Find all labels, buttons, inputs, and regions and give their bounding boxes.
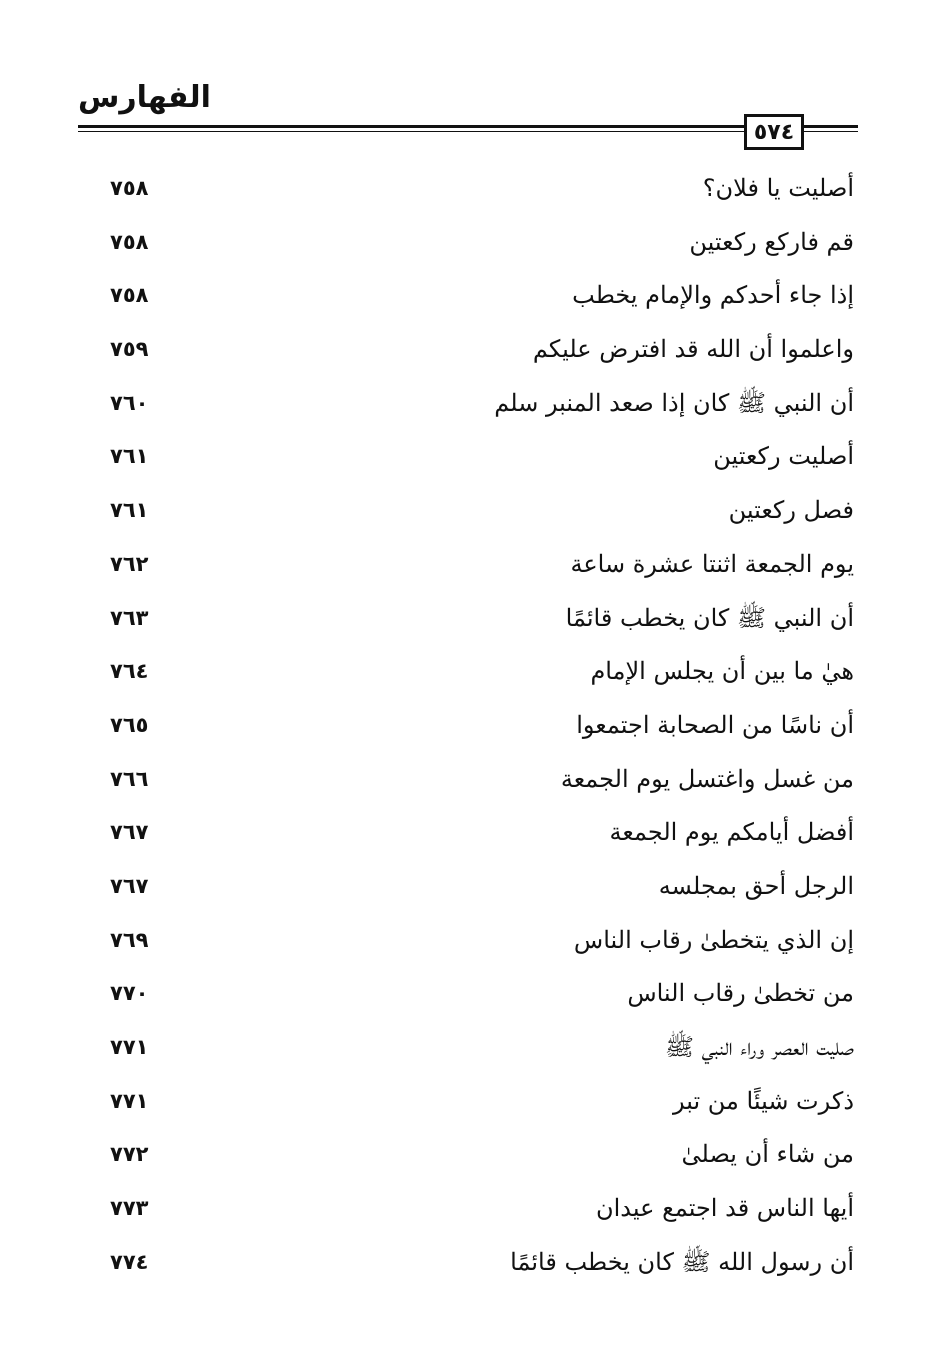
index-entry	[0, 860, 932, 914]
entry-page-number: ٧٥٨	[110, 176, 149, 200]
index-entry	[0, 484, 932, 538]
entry-page-number: ٧٦٤	[110, 659, 149, 684]
index-entry	[0, 430, 932, 484]
entry-page-number: ٧٧١	[110, 1088, 149, 1113]
index-entry	[0, 323, 932, 377]
index-entry	[0, 806, 932, 860]
entry-page-number: ٧٦١	[110, 498, 149, 523]
entry-page-number: ٧٦١	[110, 444, 149, 469]
entry-title: يوم الجمعة اثنتا عشرة ساعة	[570, 549, 854, 578]
entry-page-number: ٧٦٠	[110, 390, 149, 415]
entry-title: هيٰ ما بين أن يجلس الإمام	[590, 657, 854, 686]
index-entry	[0, 1128, 932, 1182]
entry-page-number: ٧٦٥	[110, 712, 149, 737]
entry-page-number: ٧٧٣	[110, 1196, 149, 1221]
entry-title: صليت العصر وراء النبي ﷺ	[665, 1033, 854, 1061]
index-entry	[0, 699, 932, 753]
index-entry	[0, 914, 932, 968]
entry-page-number: ٧٦٩	[110, 927, 149, 952]
entry-page-number: ٧٦٢	[110, 551, 149, 576]
page-number: ٥٧٤	[753, 119, 795, 145]
index-entry	[0, 1075, 932, 1129]
entry-title: أيها الناس قد اجتمع عيدان	[596, 1194, 854, 1223]
entry-title: أصليت ركعتين	[713, 442, 854, 471]
entry-title: من شاء أن يصلىٰ	[681, 1140, 854, 1169]
header-rule-thick	[78, 125, 858, 128]
index-list	[0, 162, 932, 1289]
index-entry	[0, 538, 932, 592]
entry-page-number: ٧٧٢	[110, 1142, 149, 1167]
index-entry	[0, 1182, 932, 1236]
entry-title: فصل ركعتين	[728, 496, 854, 525]
entry-title: إن الذي يتخطىٰ رقاب الناس	[573, 925, 854, 954]
entry-title: أصليت يا فلان؟	[702, 174, 854, 202]
index-entry	[0, 162, 932, 216]
entry-title: أن رسول الله ﷺ كان يخطب قائمًا	[510, 1247, 854, 1276]
entry-title: واعلموا أن الله قد افترض عليكم	[532, 335, 854, 364]
index-entry	[0, 1236, 932, 1290]
section-title: الفهارس	[78, 80, 211, 115]
index-entry	[0, 216, 932, 270]
entry-title: أن النبي ﷺ كان يخطب قائمًا	[565, 603, 854, 632]
entry-page-number: ٧٧٤	[110, 1249, 149, 1274]
entry-title: قم فاركع ركعتين	[689, 227, 854, 256]
entry-title: إذا جاء أحدكم والإمام يخطب	[572, 281, 854, 310]
index-entry	[0, 1021, 932, 1075]
entry-title: من تخطىٰ رقاب الناس	[627, 979, 854, 1008]
index-entry	[0, 377, 932, 431]
entry-page-number: ٧٥٨	[110, 283, 149, 308]
index-entry	[0, 645, 932, 699]
entry-page-number: ٧٦٦	[110, 766, 149, 791]
entry-title: أن ناسًا من الصحابة اجتمعوا	[576, 710, 854, 739]
entry-page-number: ٧٦٧	[110, 873, 149, 898]
entry-page-number: ٧٦٣	[110, 605, 149, 630]
entry-title: الرجل أحق بمجلسه	[658, 871, 854, 900]
entry-page-number: ٧٥٩	[110, 337, 149, 362]
entry-page-number: ٧٧٠	[110, 981, 149, 1006]
index-entry	[0, 967, 932, 1021]
header-rule-thin	[78, 131, 858, 132]
page-number-box	[744, 114, 804, 150]
page-header	[0, 0, 932, 160]
entry-title: ذكرت شيئًا من تبر	[672, 1086, 854, 1115]
index-entry	[0, 753, 932, 807]
entry-title: أفضل أيامكم يوم الجمعة	[609, 818, 854, 847]
entry-page-number: ٧٦٧	[110, 820, 149, 845]
entry-title: أن النبي ﷺ كان إذا صعد المنبر سلم	[494, 388, 854, 417]
entry-title: من غسل واغتسل يوم الجمعة	[560, 764, 854, 793]
entry-page-number: ٧٥٨	[110, 229, 149, 254]
entry-page-number: ٧٧١	[110, 1035, 149, 1059]
index-entry	[0, 592, 932, 646]
index-entry	[0, 269, 932, 323]
